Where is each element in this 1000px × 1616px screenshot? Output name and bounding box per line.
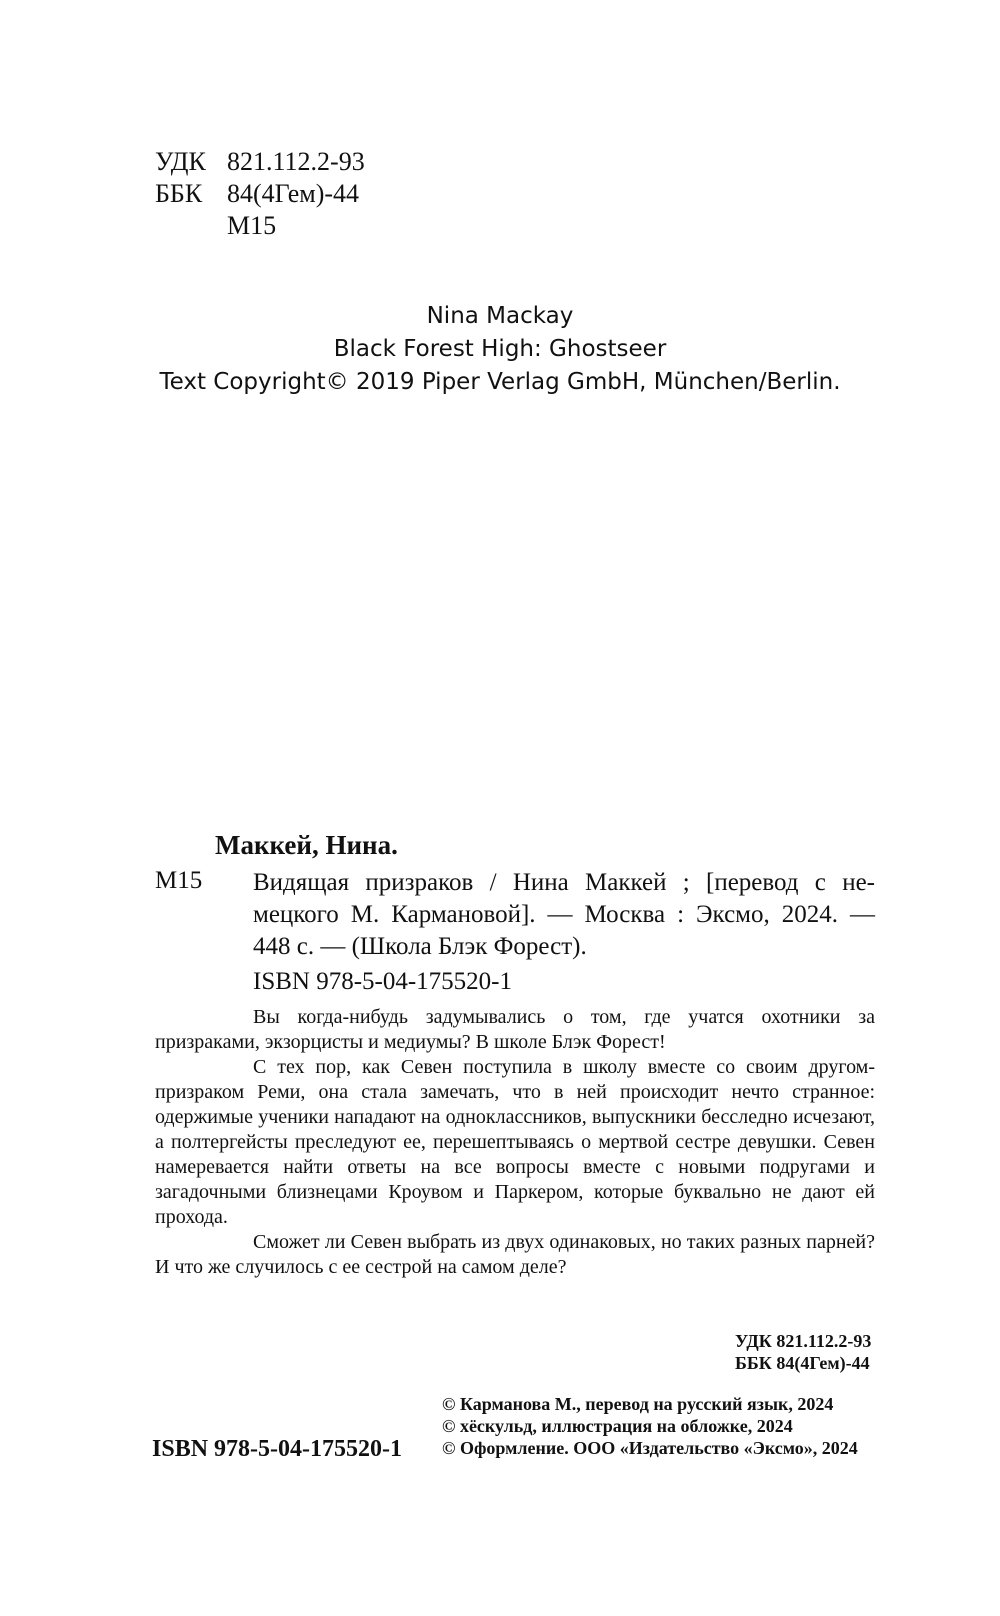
bottom-classification: [735, 1330, 871, 1374]
description-line: мецкого М. Кармановой]. — Москва : Эксмо, 2024. —: [253, 901, 875, 928]
cutter-row: [155, 210, 365, 242]
card-author-heading: Маккей, Нина.: [215, 830, 398, 860]
copyright-illustration: © хёскульд, иллюстрация на обложке, 2024: [442, 1416, 793, 1436]
bottom-udk: УДК 821.112.2-93: [735, 1331, 872, 1351]
annotation-paragraph: Вы когда-нибудь задумывались о том, где учатся охотники за призраками, экзорцисты и медиумы? В школе Блэк Форест!: [155, 1006, 875, 1053]
card-cutter-mark: М15: [155, 867, 203, 894]
copyright-design: © Оформление. ООО «Издательство «Эксмо», 2024: [442, 1438, 858, 1458]
original-rights-block: [0, 300, 1000, 399]
bottom-isbn: ISBN 978-5-04-175520-1: [152, 1436, 402, 1462]
card-isbn: ISBN 978-5-04-175520-1: [253, 968, 513, 995]
annotation: [155, 1005, 875, 1280]
bibliographic-description: [253, 867, 875, 963]
author-cutter-mark: М15: [227, 211, 277, 240]
annotation-paragraph: С тех пор, как Севен поступила в школу вместе со своим другом-призраком Реми, она стала замечать, что в ней происходит нечто странное: одержимые ученики нападают на одноклассников, выпускники бесследно исчезают, а полтергейсты преследуют ее, перешептываясь о мертвой сестре девушки. Севен намеревается найти ответы на все вопросы вместе с новыми подругами и загадочными близнецами Кроувом и Паркером, которые буквально не дают ей прохода.: [155, 1056, 875, 1228]
classification-codes: [155, 146, 365, 242]
original-author: Nina Mackay: [426, 303, 574, 329]
description-line: Видящая призраков / Нина Маккей ; [перевод с не-: [253, 869, 875, 896]
original-title: Black Forest High: Ghostseer: [333, 336, 667, 362]
udk-value: 821.112.2-93: [227, 147, 365, 176]
copyright-translation: © Карманова М., перевод на русский язык, 2024: [442, 1394, 834, 1414]
original-copyright: Text Copyright© 2019 Piper Verlag GmbH, München/Berlin.: [159, 369, 841, 395]
description-line: 448 с. — (Школа Блэк Форест).: [253, 933, 587, 960]
udk-row: [155, 146, 365, 178]
annotation-paragraph: Сможет ли Севен выбрать из двух одинаковых, но таких разных парней? И что же случилось с ее сестрой на самом деле?: [155, 1231, 875, 1278]
copyright-notices: [442, 1393, 858, 1459]
bbk-label: ББК: [155, 179, 203, 208]
udk-label: УДК: [155, 147, 206, 176]
bottom-bbk: ББК 84(4Гем)-44: [735, 1353, 870, 1373]
bbk-value: 84(4Гем)-44: [227, 179, 360, 208]
bbk-row: [155, 178, 365, 210]
